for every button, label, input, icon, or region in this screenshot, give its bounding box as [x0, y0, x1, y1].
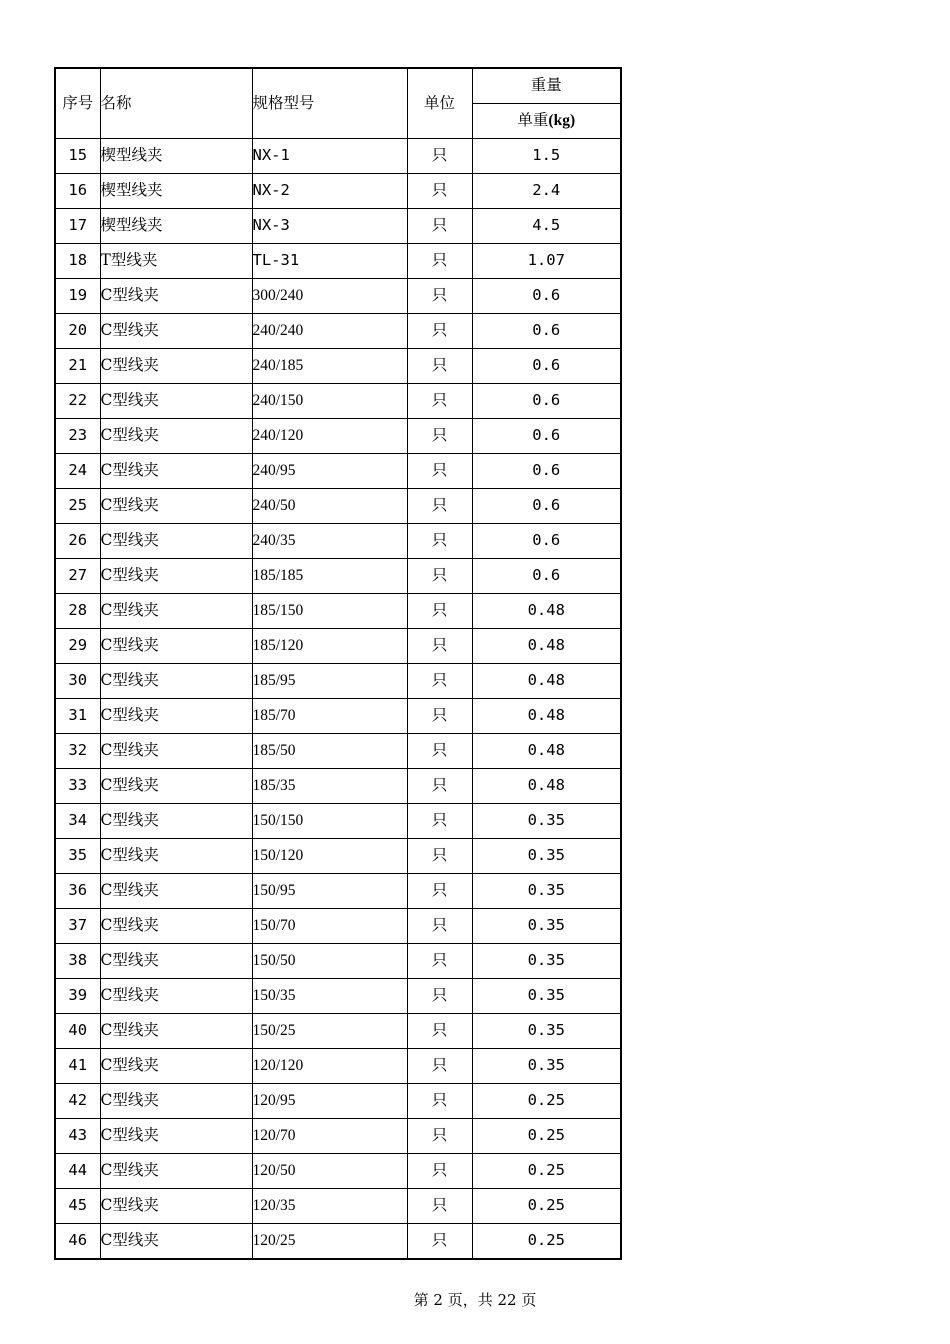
- row-spec: TL-31: [252, 244, 407, 279]
- row-unit: 只: [407, 1154, 472, 1189]
- table-row: [55, 489, 621, 524]
- table-row: [55, 1189, 621, 1224]
- row-weight: 4.5: [472, 209, 621, 244]
- row-unit: 只: [407, 244, 472, 279]
- row-unit: 只: [407, 734, 472, 769]
- row-number: 28: [55, 594, 100, 629]
- row-unit: 只: [407, 1119, 472, 1154]
- table-row: [55, 909, 621, 944]
- table-row: [55, 139, 621, 174]
- row-spec: 240/185: [252, 349, 407, 384]
- header-unit-weight-prefix: 单重: [517, 112, 549, 130]
- row-spec: 150/70: [252, 909, 407, 944]
- header-unit-weight-unit: (kg): [548, 112, 576, 130]
- row-number: 17: [55, 209, 100, 244]
- row-number: 18: [55, 244, 100, 279]
- row-name: C型线夹: [100, 559, 252, 594]
- row-spec: NX-1: [252, 139, 407, 174]
- row-number: 16: [55, 174, 100, 209]
- row-weight: 0.6: [472, 349, 621, 384]
- row-spec: NX-2: [252, 174, 407, 209]
- row-unit: 只: [407, 279, 472, 314]
- row-name: C型线夹: [100, 699, 252, 734]
- row-number: 25: [55, 489, 100, 524]
- row-name: C型线夹: [100, 419, 252, 454]
- row-weight: 0.35: [472, 979, 621, 1014]
- row-unit: 只: [407, 1224, 472, 1260]
- row-weight: 0.35: [472, 1049, 621, 1084]
- table-row: [55, 1154, 621, 1189]
- header-no: 序号: [55, 68, 100, 139]
- row-name: C型线夹: [100, 1189, 252, 1224]
- row-number: 37: [55, 909, 100, 944]
- row-spec: 185/50: [252, 734, 407, 769]
- row-number: 45: [55, 1189, 100, 1224]
- table-row: [55, 944, 621, 979]
- table-row: [55, 349, 621, 384]
- row-number: 40: [55, 1014, 100, 1049]
- row-name: C型线夹: [100, 1119, 252, 1154]
- row-spec: NX-3: [252, 209, 407, 244]
- page-footer: 第 2 页，共 22 页: [413, 1291, 537, 1309]
- row-spec: 120/35: [252, 1189, 407, 1224]
- row-weight: 0.6: [472, 279, 621, 314]
- row-unit: 只: [407, 979, 472, 1014]
- weight-table: [54, 67, 622, 1260]
- header-unit-weight: [472, 104, 621, 139]
- row-name: C型线夹: [100, 349, 252, 384]
- row-spec: 185/185: [252, 559, 407, 594]
- row-spec: 185/35: [252, 769, 407, 804]
- row-unit: 只: [407, 1049, 472, 1084]
- row-name: C型线夹: [100, 454, 252, 489]
- table-row: [55, 979, 621, 1014]
- row-unit: 只: [407, 524, 472, 559]
- row-weight: 0.25: [472, 1189, 621, 1224]
- row-name: C型线夹: [100, 839, 252, 874]
- table-row: [55, 314, 621, 349]
- row-name: C型线夹: [100, 1049, 252, 1084]
- row-name: C型线夹: [100, 1224, 252, 1260]
- row-spec: 240/35: [252, 524, 407, 559]
- row-name: C型线夹: [100, 1154, 252, 1189]
- table-row: [55, 699, 621, 734]
- row-weight: 2.4: [472, 174, 621, 209]
- row-number: 21: [55, 349, 100, 384]
- row-spec: 240/240: [252, 314, 407, 349]
- row-number: 26: [55, 524, 100, 559]
- row-weight: 0.25: [472, 1119, 621, 1154]
- row-weight: 0.48: [472, 699, 621, 734]
- row-weight: 0.48: [472, 734, 621, 769]
- row-weight: 0.6: [472, 384, 621, 419]
- row-number: 19: [55, 279, 100, 314]
- row-spec: 240/150: [252, 384, 407, 419]
- row-unit: 只: [407, 314, 472, 349]
- row-unit: 只: [407, 594, 472, 629]
- row-name: C型线夹: [100, 909, 252, 944]
- row-name: C型线夹: [100, 1014, 252, 1049]
- row-unit: 只: [407, 839, 472, 874]
- row-weight: 0.25: [472, 1224, 621, 1260]
- row-spec: 185/150: [252, 594, 407, 629]
- row-unit: 只: [407, 559, 472, 594]
- row-spec: 185/70: [252, 699, 407, 734]
- row-unit: 只: [407, 209, 472, 244]
- row-weight: 0.6: [472, 314, 621, 349]
- row-unit: 只: [407, 909, 472, 944]
- row-weight: 0.48: [472, 594, 621, 629]
- header-weight-group: 重量: [472, 68, 621, 104]
- row-spec: 300/240: [252, 279, 407, 314]
- row-unit: 只: [407, 664, 472, 699]
- table-row: [55, 174, 621, 209]
- table-header: [55, 68, 621, 139]
- table-row: [55, 1084, 621, 1119]
- row-weight: 0.6: [472, 489, 621, 524]
- row-number: 33: [55, 769, 100, 804]
- row-number: 42: [55, 1084, 100, 1119]
- row-unit: 只: [407, 769, 472, 804]
- table-row: [55, 384, 621, 419]
- row-name: C型线夹: [100, 384, 252, 419]
- table-body: [55, 139, 621, 1260]
- header-unit: 单位: [407, 68, 472, 139]
- row-spec: 150/150: [252, 804, 407, 839]
- row-unit: 只: [407, 699, 472, 734]
- row-unit: 只: [407, 874, 472, 909]
- table-row: [55, 524, 621, 559]
- table-row: [55, 559, 621, 594]
- row-name: C型线夹: [100, 944, 252, 979]
- table-row: [55, 1224, 621, 1260]
- table-row: [55, 629, 621, 664]
- row-name: 楔型线夹: [100, 139, 252, 174]
- header-spec: 规格型号: [252, 68, 407, 139]
- row-spec: 150/35: [252, 979, 407, 1014]
- row-unit: 只: [407, 1189, 472, 1224]
- row-unit: 只: [407, 1084, 472, 1119]
- row-weight: 0.35: [472, 909, 621, 944]
- row-name: C型线夹: [100, 979, 252, 1014]
- row-weight: 0.35: [472, 839, 621, 874]
- row-name: 楔型线夹: [100, 209, 252, 244]
- row-weight: 0.6: [472, 419, 621, 454]
- table-row: [55, 804, 621, 839]
- row-unit: 只: [407, 349, 472, 384]
- row-weight: 0.6: [472, 559, 621, 594]
- row-spec: 240/95: [252, 454, 407, 489]
- row-spec: 120/120: [252, 1049, 407, 1084]
- table-row: [55, 454, 621, 489]
- row-number: 20: [55, 314, 100, 349]
- row-spec: 150/120: [252, 839, 407, 874]
- row-spec: 120/25: [252, 1224, 407, 1260]
- row-spec: 120/70: [252, 1119, 407, 1154]
- row-unit: 只: [407, 454, 472, 489]
- table-row: [55, 1049, 621, 1084]
- row-weight: 0.48: [472, 664, 621, 699]
- row-number: 15: [55, 139, 100, 174]
- row-weight: 0.35: [472, 804, 621, 839]
- row-weight: 0.6: [472, 524, 621, 559]
- row-name: C型线夹: [100, 629, 252, 664]
- row-weight: 0.6: [472, 454, 621, 489]
- table-row: [55, 769, 621, 804]
- header-name: 名称: [100, 68, 252, 139]
- row-weight: 0.35: [472, 1014, 621, 1049]
- row-number: 46: [55, 1224, 100, 1260]
- table-row: [55, 279, 621, 314]
- row-spec: 150/50: [252, 944, 407, 979]
- table-row: [55, 734, 621, 769]
- row-name: C型线夹: [100, 489, 252, 524]
- row-number: 36: [55, 874, 100, 909]
- row-unit: 只: [407, 174, 472, 209]
- row-spec: 240/120: [252, 419, 407, 454]
- row-unit: 只: [407, 804, 472, 839]
- table-row: [55, 874, 621, 909]
- row-name: C型线夹: [100, 734, 252, 769]
- row-name: 楔型线夹: [100, 174, 252, 209]
- row-weight: 0.48: [472, 769, 621, 804]
- row-number: 35: [55, 839, 100, 874]
- row-number: 32: [55, 734, 100, 769]
- row-number: 43: [55, 1119, 100, 1154]
- row-number: 24: [55, 454, 100, 489]
- row-weight: 1.5: [472, 139, 621, 174]
- row-weight: 0.48: [472, 629, 621, 664]
- row-number: 38: [55, 944, 100, 979]
- row-unit: 只: [407, 384, 472, 419]
- row-number: 22: [55, 384, 100, 419]
- row-name: C型线夹: [100, 769, 252, 804]
- row-number: 34: [55, 804, 100, 839]
- row-number: 27: [55, 559, 100, 594]
- row-name: C型线夹: [100, 874, 252, 909]
- row-weight: 0.25: [472, 1154, 621, 1189]
- row-spec: 150/95: [252, 874, 407, 909]
- row-name: C型线夹: [100, 804, 252, 839]
- table-row: [55, 839, 621, 874]
- row-name: C型线夹: [100, 594, 252, 629]
- row-name: C型线夹: [100, 279, 252, 314]
- row-number: 30: [55, 664, 100, 699]
- row-unit: 只: [407, 139, 472, 174]
- row-spec: 150/25: [252, 1014, 407, 1049]
- row-name: C型线夹: [100, 664, 252, 699]
- table-row: [55, 244, 621, 279]
- row-spec: 120/50: [252, 1154, 407, 1189]
- row-number: 44: [55, 1154, 100, 1189]
- row-unit: 只: [407, 419, 472, 454]
- row-number: 39: [55, 979, 100, 1014]
- row-unit: 只: [407, 629, 472, 664]
- table-row: [55, 1119, 621, 1154]
- row-number: 31: [55, 699, 100, 734]
- row-number: 29: [55, 629, 100, 664]
- row-number: 23: [55, 419, 100, 454]
- table-row: [55, 419, 621, 454]
- row-spec: 185/120: [252, 629, 407, 664]
- table-row: [55, 664, 621, 699]
- row-unit: 只: [407, 489, 472, 524]
- row-spec: 185/95: [252, 664, 407, 699]
- row-name: C型线夹: [100, 524, 252, 559]
- row-weight: 0.25: [472, 1084, 621, 1119]
- row-number: 41: [55, 1049, 100, 1084]
- row-weight: 0.35: [472, 944, 621, 979]
- row-weight: 1.07: [472, 244, 621, 279]
- table-row: [55, 1014, 621, 1049]
- row-name: C型线夹: [100, 1084, 252, 1119]
- row-name: T型线夹: [100, 244, 252, 279]
- row-spec: 240/50: [252, 489, 407, 524]
- row-name: C型线夹: [100, 314, 252, 349]
- table-row: [55, 209, 621, 244]
- row-unit: 只: [407, 944, 472, 979]
- row-unit: 只: [407, 1014, 472, 1049]
- table-row: [55, 594, 621, 629]
- row-weight: 0.35: [472, 874, 621, 909]
- row-spec: 120/95: [252, 1084, 407, 1119]
